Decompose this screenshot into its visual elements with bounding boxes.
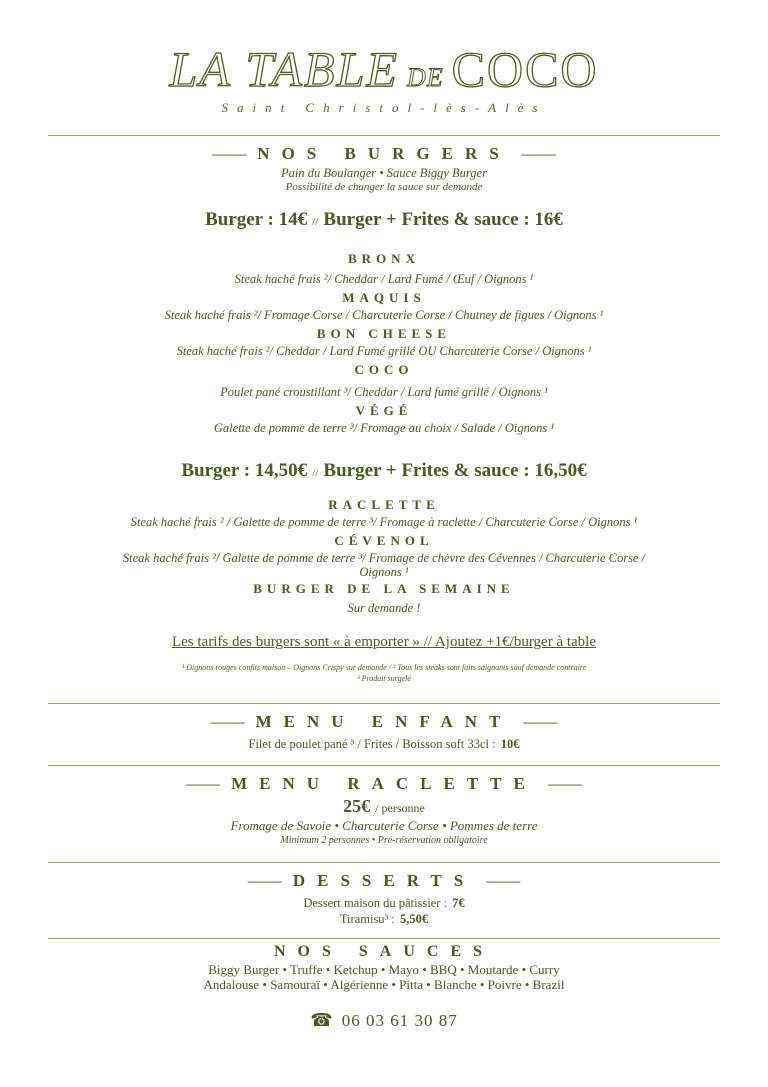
burger-name: COCO: [354, 362, 414, 377]
burgers-heading: —— NOS BURGERS ——: [212, 144, 556, 163]
logo-la-table: LA TABLE: [169, 41, 399, 97]
enfant-title: MENU ENFANT: [255, 712, 513, 731]
raclette-heading: —— MENU RACLETTE ——: [186, 774, 582, 793]
location-subtitle: Saint Christol-lès-Alès: [221, 100, 547, 115]
tarifs-note: Les tarifs des burgers sont « à emporter » // Ajoutez +1€/burger à table: [171, 634, 597, 650]
burgers-sauce-note: Possibilité de changer la sauce sur demande: [285, 181, 483, 193]
enfant-heading: —— MENU ENFANT ——: [210, 712, 558, 731]
sauces-title: NOS SAUCES: [273, 943, 495, 960]
footnote-line-2: ³ Produit surgelé: [357, 674, 411, 683]
burger-desc: Galette de pomme de terre ³/ Fromage au choix / Salade / Oignons ¹: [213, 421, 555, 435]
burger-price-line-1: Burger : 14€ // Burger + Frites & sauce : 16€: [205, 209, 563, 230]
burgers-title: NOS BURGERS: [257, 144, 511, 163]
desserts-title: DESSERTS: [292, 871, 476, 890]
burger-name: BURGER DE LA SEMAINE: [253, 581, 515, 596]
divider: [48, 703, 720, 704]
burger-price-line-2: Burger : 14,50€ // Burger + Frites & sauce : 16,50€: [181, 460, 587, 481]
divider: [48, 938, 720, 939]
dessert-item: Dessert maison du pâtissier : 7€: [303, 896, 465, 910]
logo-de: DE: [406, 63, 444, 92]
burger-desc: Sur demande !: [347, 601, 421, 615]
burger-name: MAQUIS: [342, 290, 426, 305]
burger-name: CÉVENOL: [334, 533, 434, 548]
logo-coco: COCO: [451, 41, 599, 97]
raclette-price: 25€ / personne: [343, 796, 425, 816]
raclette-contents: Fromage de Savoie • Charcuterie Corse • Pommes de terre: [230, 818, 538, 833]
footnote-line-1: ¹ Oignons rouges confits maison – Oignons Crispy sur demande / ² Tous les steaks sont faits saignants sauf demande contraire: [181, 663, 587, 672]
burger-desc: Steak haché frais ²/ Cheddar / Lard Fumé grillé OU Charcuterie Corse / Oignons ¹: [176, 344, 592, 358]
burger-name: VÉGÉ: [355, 403, 413, 418]
desserts-heading: —— DESSERTS ——: [247, 871, 521, 890]
sauces-line-1: Biggy Burger • Truffe • Ketchup • Mayo • BBQ • Moutarde • Curry: [208, 962, 560, 977]
dessert-item: Tiramisu³ : 5,50€: [339, 912, 429, 926]
divider: [48, 765, 720, 766]
burger-name: BON CHEESE: [316, 326, 452, 341]
phone-number[interactable]: 06 03 61 30 87: [341, 1011, 458, 1030]
divider: [48, 862, 720, 863]
restaurant-logo: [0, 40, 768, 96]
burger-desc: Poulet pané croustillant ³/ Cheddar / Lard fumé grillé / Oignons ¹: [220, 385, 548, 399]
burger-desc-continued: Oignons ¹: [359, 565, 409, 579]
divider: [48, 135, 720, 136]
burger-name: BRONX: [348, 251, 420, 266]
enfant-menu-line: Filet de poulet pané ³ / Frites / Boisson soft 33cl : 10€: [248, 737, 520, 751]
burger-desc: Steak haché frais ²/ Galette de pomme de terre ³/ Fromage de chèvre des Cévennes / Charcuterie Corse /: [122, 551, 646, 565]
raclette-conditions: Minimum 2 personnes • Pré-réservation obligatoire: [280, 835, 488, 846]
raclette-title: MENU RACLETTE: [231, 774, 537, 793]
burger-name: RACLETTE: [328, 497, 440, 512]
phone-icon: ☎: [310, 1010, 334, 1030]
burger-desc: Steak haché frais ² / Galette de pomme de terre ³/ Fromage à raclette / Charcuterie Corse / Oignons ¹: [130, 515, 638, 529]
burger-desc: Steak haché frais ²/ Cheddar / Lard Fumé / Œuf / Oignons ¹: [234, 272, 534, 286]
burgers-bread-line: Pain du Boulanger • Sauce Biggy Burger: [281, 166, 487, 180]
sauces-line-2: Andalouse • Samouraï • Algérienne • Pitta • Blanche • Poivre • Brazil: [203, 977, 565, 992]
burger-desc: Steak haché frais ²/ Fromage Corse / Charcuterie Corse / Chutney de figues / Oignons ¹: [164, 308, 604, 322]
phone-contact: [0, 1010, 768, 1031]
